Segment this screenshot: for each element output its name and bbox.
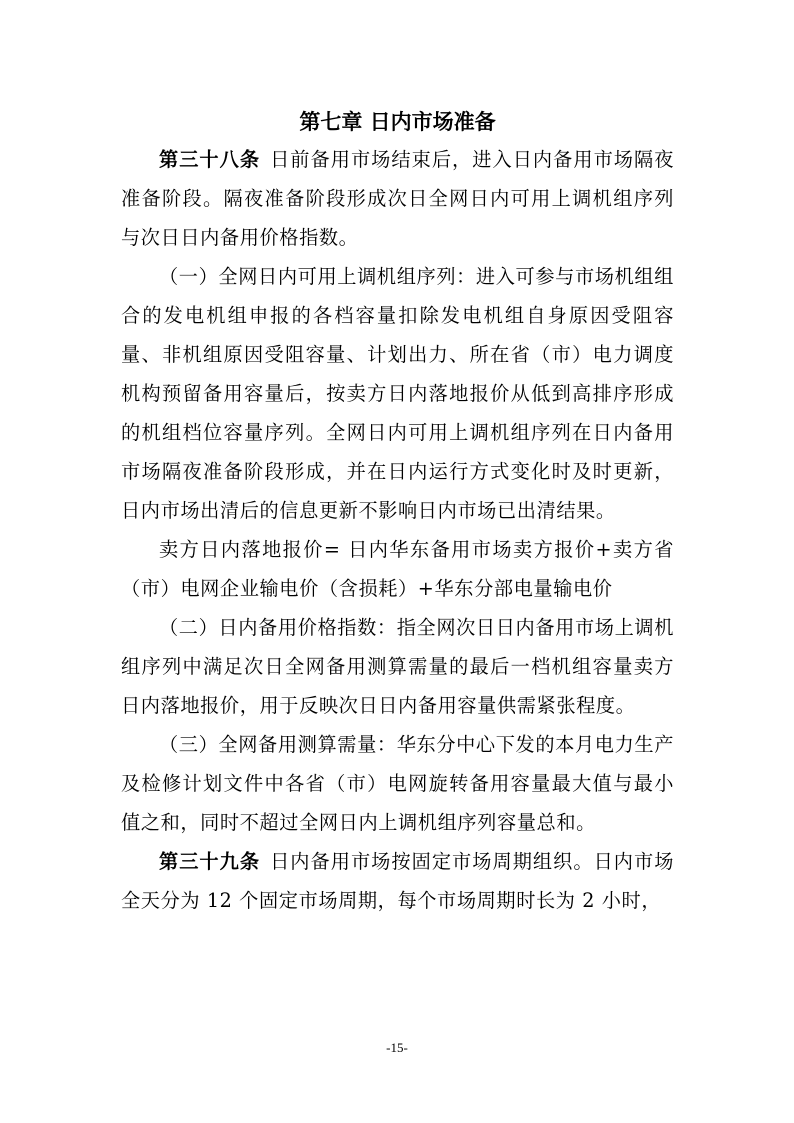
- article-39-paragraph: [121, 842, 674, 920]
- item-3-paragraph: （三）全网备用测算需量：华东分中心下发的本月电力生产及检修计划文件中各省（市）电网旋转备用容量最大值与最小值之和，同时不超过全网日内上调机组序列容量总和。: [121, 733, 674, 834]
- article-38-paragraph: [121, 140, 674, 257]
- page-number: -15-: [386, 1040, 408, 1055]
- item-2-paragraph: （二）日内备用价格指数：指全网次日日内备用市场上调机组序列中满足次日全网备用测算需量的最后一档机组容量卖方日内落地报价，用于反映次日日内备用容量供需紧张程度。: [121, 616, 674, 717]
- article-39-number: 第三十九条: [159, 850, 261, 873]
- article-38-text: 日前备用市场结束后，进入日内备用市场隔夜准备阶段。隔夜准备阶段形成次日全网日内可用上调机组序列与次日日内备用价格指数。: [121, 148, 675, 249]
- article-38-number: 第三十八条: [159, 148, 261, 171]
- item-1-paragraph: （一）全网日内可用上调机组序列：进入可参与市场机组组合的发电机组申报的各档容量扣除发电机组自身原因受阻容量、非机组原因受阻容量、计划出力、所在省（市）电力调度机构预留备用容量后，按卖方日内落地报价从低到高排序形成的机组档位容量序列。全网日内可用上调机组序列在日内备用市场隔夜准备阶段形成，并在日内运行方式变化时及时更新，日内市场出清后的信息更新不影响日内市场已出清结果。: [121, 265, 674, 522]
- article-39-text: 日内备用市场按固定市场周期组织。日内市场全天分为 12 个固定市场周期，每个市场周期时长为 2 小时，: [121, 850, 675, 912]
- chapter-title: 第七章 日内市场准备: [299, 110, 496, 134]
- formula-paragraph: 卖方日内落地报价= 日内华东备用市场卖方报价+卖方省（市）电网企业输电价（含损耗）+华东分部电量输电价: [121, 538, 674, 600]
- document-body: [121, 104, 674, 920]
